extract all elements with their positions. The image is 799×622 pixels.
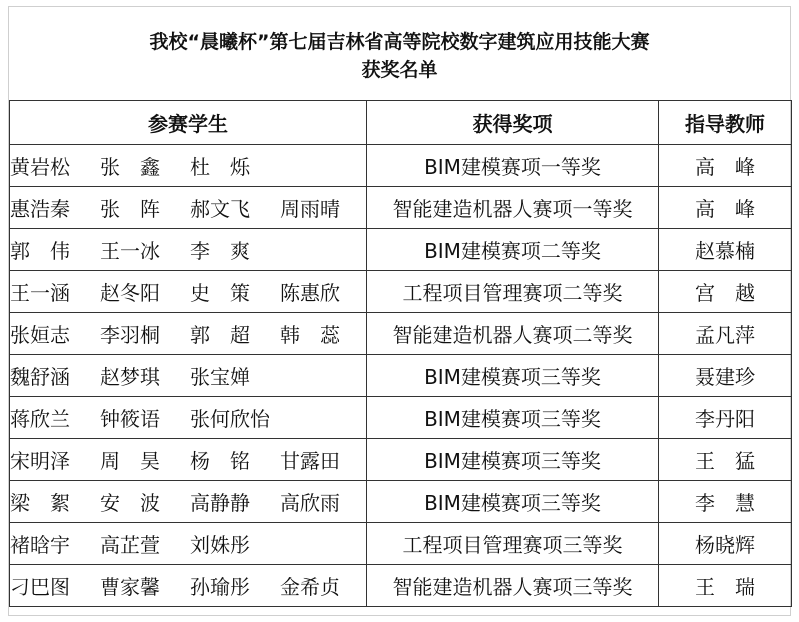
student-name: 甘露田 bbox=[280, 449, 340, 473]
students-cell bbox=[10, 565, 367, 607]
student-name: 李 爽 bbox=[190, 239, 250, 263]
student-name: 高欣雨 bbox=[280, 491, 340, 515]
advisor-cell: 王 猛 bbox=[659, 439, 792, 481]
student-name: 曹家馨 bbox=[100, 575, 160, 599]
student-name: 郭 超 bbox=[190, 323, 250, 347]
award-cell: 工程项目管理赛项二等奖 bbox=[367, 271, 659, 313]
student-name: 梁 絮 bbox=[10, 491, 70, 515]
table-row bbox=[10, 229, 792, 271]
table-row bbox=[10, 481, 792, 523]
students-cell bbox=[10, 145, 367, 187]
students-cell bbox=[10, 355, 367, 397]
student-name: 周雨晴 bbox=[280, 197, 340, 221]
students-cell bbox=[10, 271, 367, 313]
advisor-cell: 聂建珍 bbox=[659, 355, 792, 397]
student-name: 陈惠欣 bbox=[280, 281, 340, 305]
student-name: 杜 烁 bbox=[190, 155, 250, 179]
student-name: 刁巴图 bbox=[10, 575, 70, 599]
student-name: 张 阵 bbox=[100, 197, 160, 221]
student-name: 蒋欣兰 bbox=[10, 407, 70, 431]
table-row bbox=[10, 565, 792, 607]
student-name: 郭 伟 bbox=[10, 239, 70, 263]
student-name: 金希贞 bbox=[280, 575, 340, 599]
advisor-cell: 高 峰 bbox=[659, 187, 792, 229]
students-cell bbox=[10, 313, 367, 355]
header-award: 获得奖项 bbox=[367, 101, 659, 145]
table-row bbox=[10, 397, 792, 439]
student-name: 王一涵 bbox=[10, 281, 70, 305]
student-name: 张 鑫 bbox=[100, 155, 160, 179]
students-cell bbox=[10, 187, 367, 229]
award-cell: 智能建造机器人赛项一等奖 bbox=[367, 187, 659, 229]
award-cell: 智能建造机器人赛项二等奖 bbox=[367, 313, 659, 355]
student-name: 黄岩松 bbox=[10, 155, 70, 179]
student-name: 孙瑜彤 bbox=[190, 575, 250, 599]
students-cell bbox=[10, 439, 367, 481]
students-cell bbox=[10, 229, 367, 271]
table-row bbox=[10, 355, 792, 397]
award-cell: BIM建模赛项三等奖 bbox=[367, 355, 659, 397]
award-cell: BIM建模赛项二等奖 bbox=[367, 229, 659, 271]
student-name: 宋明泽 bbox=[10, 449, 70, 473]
student-name: 张姮志 bbox=[10, 323, 70, 347]
table-row bbox=[10, 187, 792, 229]
student-name: 魏舒涵 bbox=[10, 365, 70, 389]
advisor-cell: 宫 越 bbox=[659, 271, 792, 313]
advisor-cell: 高 峰 bbox=[659, 145, 792, 187]
students-cell bbox=[10, 397, 367, 439]
student-name: 惠浩秦 bbox=[10, 197, 70, 221]
student-name: 赵梦琪 bbox=[100, 365, 160, 389]
students-cell bbox=[10, 523, 367, 565]
advisor-cell: 李 慧 bbox=[659, 481, 792, 523]
student-name: 高静静 bbox=[190, 491, 250, 515]
table-header-row bbox=[10, 101, 792, 145]
student-name: 安 波 bbox=[100, 491, 160, 515]
page-subtitle: 获奖名单 bbox=[361, 59, 438, 81]
advisor-cell: 王 瑞 bbox=[659, 565, 792, 607]
results-table bbox=[9, 100, 792, 607]
page-title: 我校“晨曦杯”第七届吉林省高等院校数字建筑应用技能大赛 bbox=[149, 31, 650, 53]
student-name: 王一冰 bbox=[100, 239, 160, 263]
student-name: 李羽桐 bbox=[100, 323, 160, 347]
student-name: 赵冬阳 bbox=[100, 281, 160, 305]
students-cell bbox=[10, 481, 367, 523]
table-row bbox=[10, 145, 792, 187]
award-cell: BIM建模赛项三等奖 bbox=[367, 439, 659, 481]
title-block bbox=[8, 6, 791, 100]
award-cell: BIM建模赛项三等奖 bbox=[367, 397, 659, 439]
student-name: 张何欣怡 bbox=[190, 407, 270, 431]
award-cell: 智能建造机器人赛项三等奖 bbox=[367, 565, 659, 607]
student-name: 刘姝彤 bbox=[190, 533, 250, 557]
student-name: 史 策 bbox=[190, 281, 250, 305]
student-name: 郝文飞 bbox=[190, 197, 250, 221]
advisor-cell: 孟凡萍 bbox=[659, 313, 792, 355]
award-cell: 工程项目管理赛项三等奖 bbox=[367, 523, 659, 565]
table-row bbox=[10, 523, 792, 565]
student-name: 钟筱语 bbox=[100, 407, 160, 431]
student-name: 褚晗宇 bbox=[10, 533, 70, 557]
table-row bbox=[10, 271, 792, 313]
header-advisor: 指导教师 bbox=[659, 101, 792, 145]
student-name: 杨 铭 bbox=[190, 449, 250, 473]
advisor-cell: 赵慕楠 bbox=[659, 229, 792, 271]
header-students: 参赛学生 bbox=[10, 101, 367, 145]
advisor-cell: 杨晓辉 bbox=[659, 523, 792, 565]
table-row bbox=[10, 313, 792, 355]
award-cell: BIM建模赛项一等奖 bbox=[367, 145, 659, 187]
student-name: 周 昊 bbox=[100, 449, 160, 473]
advisor-cell: 李丹阳 bbox=[659, 397, 792, 439]
table-row bbox=[10, 439, 792, 481]
student-name: 高芷萱 bbox=[100, 533, 160, 557]
award-cell: BIM建模赛项三等奖 bbox=[367, 481, 659, 523]
student-name: 张宝婵 bbox=[190, 365, 250, 389]
student-name: 韩 蕊 bbox=[280, 323, 340, 347]
